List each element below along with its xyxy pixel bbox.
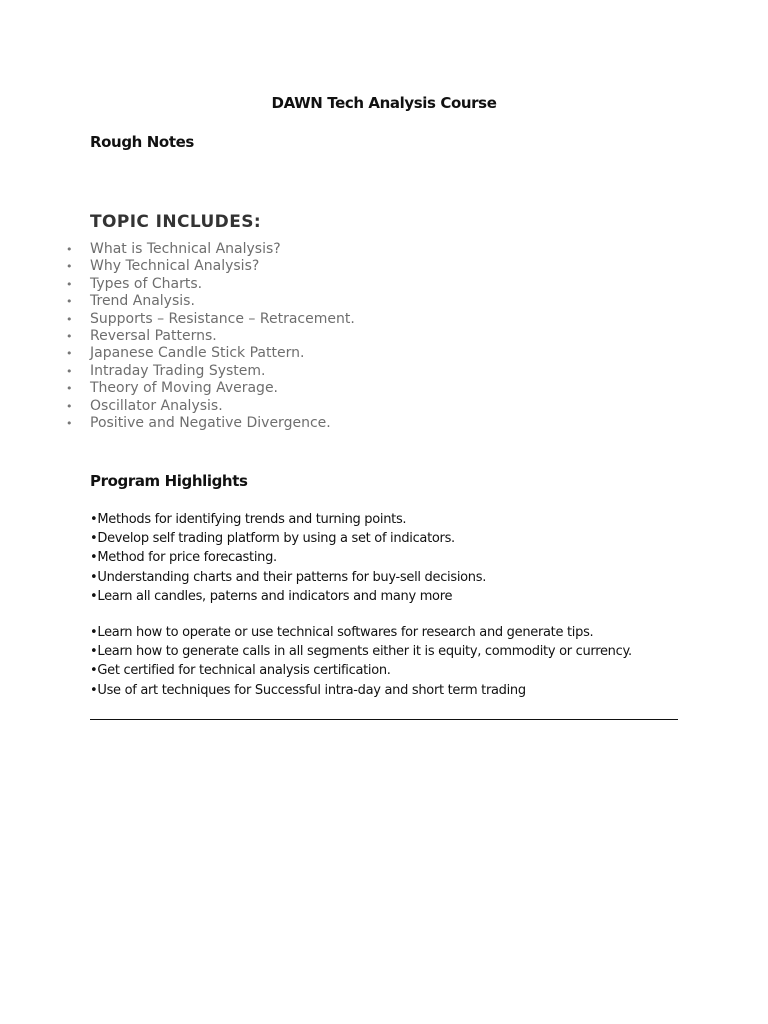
highlight-item: •Develop self trading platform by using a set of indicators. xyxy=(90,531,455,547)
topic-item-text: Types of Charts. xyxy=(90,275,203,292)
highlight-item: •Method for price forecasting. xyxy=(90,550,277,566)
highlight-item: •Learn how to operate or use technical softwares for research and generate tips. xyxy=(90,625,594,640)
topic-item xyxy=(0,241,355,258)
highlight-item: •Learn all candles, paterns and indicators and many more xyxy=(90,588,453,604)
topic-item xyxy=(0,363,355,380)
highlight-item: •Understanding charts and their patterns for buy-sell decisions. xyxy=(90,569,487,585)
topic-item xyxy=(0,276,355,293)
bullet-icon: • xyxy=(66,260,73,274)
topic-item xyxy=(0,311,355,328)
bullet-icon: • xyxy=(66,329,73,343)
topic-item xyxy=(0,328,355,345)
bullet-icon: • xyxy=(66,277,73,291)
topic-item xyxy=(0,293,355,310)
highlights-list-primary xyxy=(90,510,486,606)
horizontal-divider xyxy=(90,719,678,720)
topic-item xyxy=(0,398,355,415)
topic-item-text: Why Technical Analysis? xyxy=(90,258,260,275)
highlight-item: •Get certified for technical analysis certification. xyxy=(90,663,391,679)
topic-item-text: Reversal Patterns. xyxy=(90,327,217,344)
rough-notes-subtitle: Rough Notes xyxy=(90,133,194,151)
topic-item-text: Theory of Moving Average. xyxy=(90,380,279,397)
topics-list xyxy=(0,241,355,432)
highlight-item: •Methods for identifying trends and turning points. xyxy=(90,512,407,527)
bullet-icon: • xyxy=(66,382,73,396)
bullet-icon: • xyxy=(66,364,73,378)
highlights-list-secondary xyxy=(90,623,632,700)
topics-heading: TOPIC INCLUDES: xyxy=(90,212,262,232)
highlight-item: •Use of art techniques for Successful intra-day and short term trading xyxy=(90,682,526,698)
topic-item-text: Oscillator Analysis. xyxy=(90,397,223,414)
document-title: DAWN Tech Analysis Course xyxy=(271,94,497,112)
topic-item-text: Positive and Negative Divergence. xyxy=(90,414,331,431)
bullet-icon: • xyxy=(66,347,73,361)
topic-item xyxy=(0,380,355,397)
bullet-icon: • xyxy=(66,416,73,430)
topic-item-text: Trend Analysis. xyxy=(90,293,195,310)
bullet-icon: • xyxy=(66,243,73,256)
topic-item-text: Supports – Resistance – Retracement. xyxy=(90,310,355,327)
bullet-icon: • xyxy=(66,312,73,326)
program-highlights-heading: Program Highlights xyxy=(90,472,248,490)
bullet-icon: • xyxy=(66,399,73,413)
topic-item-text: Intraday Trading System. xyxy=(90,362,266,379)
highlight-item: •Learn how to generate calls in all segments either it is equity, commodity or currency. xyxy=(90,644,632,660)
topic-item xyxy=(0,345,355,362)
bullet-icon: • xyxy=(66,295,73,309)
topic-item-text: Japanese Candle Stick Pattern. xyxy=(90,345,305,362)
topic-item xyxy=(0,258,355,275)
topic-item-text: What is Technical Analysis? xyxy=(90,241,281,257)
topic-item xyxy=(0,415,355,432)
